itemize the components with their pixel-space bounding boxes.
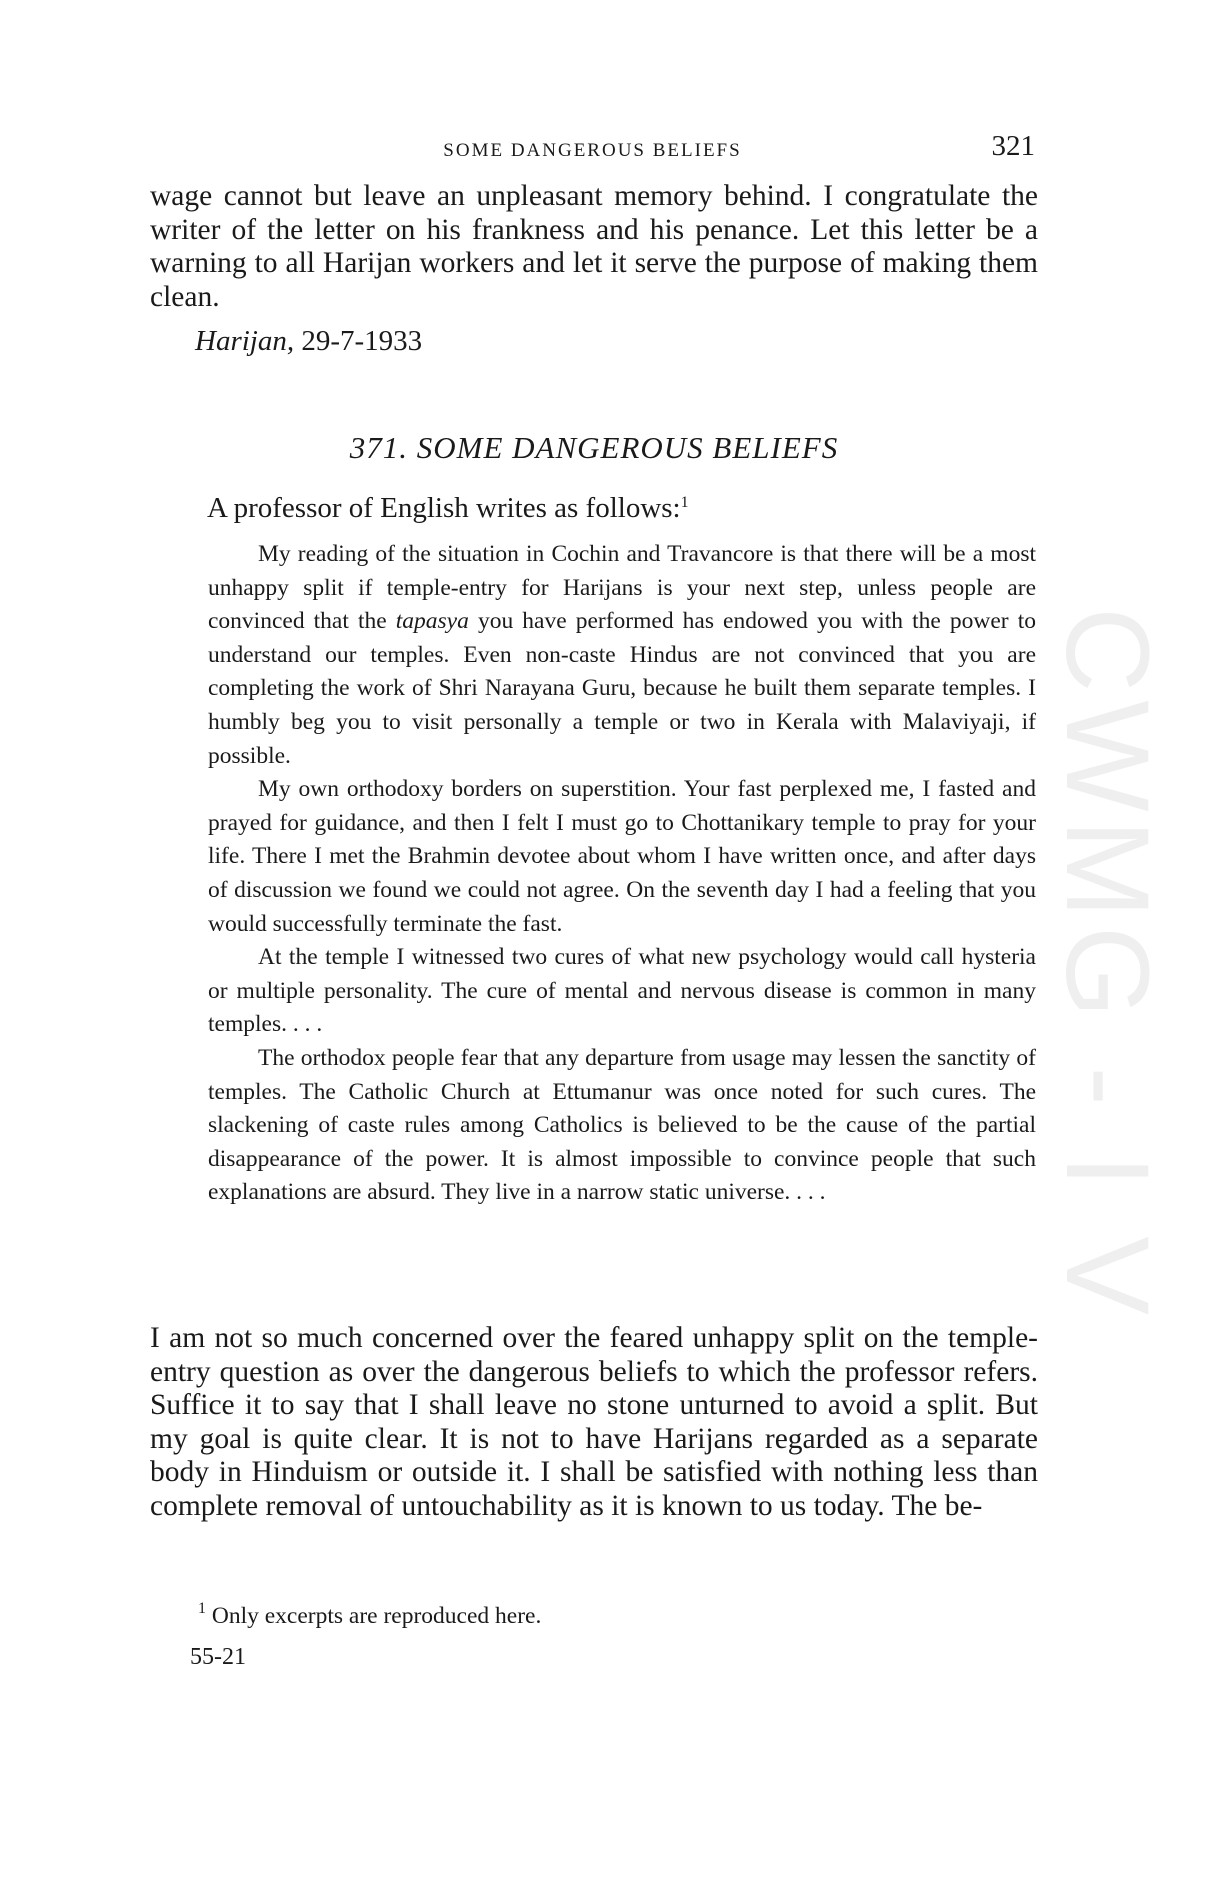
paragraph-text: wage cannot but leave an unpleasant memory behind. I congratulate the writer of the letter on his frankness and his penance. Let this letter be a warning to all Harijan workers and let it serve the purpose of making them clean.	[150, 180, 1038, 313]
quote-text: you have performed has endowed you with the power to understand our temples. Even non-caste Hindus are not convinced that you are completing the work of Shri Narayana Guru, because he built them separate temples. I humbly beg you to visit personally a temple or two in Kerala with Malaviyaji, if possible.	[208, 608, 1036, 769]
running-title: SOME DANGEROUS BELIEFS	[443, 140, 742, 161]
footnote-text: Only excerpts are reproduced here.	[211, 1603, 542, 1629]
italic-term: tapasya	[395, 608, 469, 635]
running-header	[150, 130, 1035, 168]
article-intro	[207, 492, 689, 525]
continuation-paragraph	[150, 180, 1038, 314]
signature-mark: 55-21	[190, 1644, 246, 1670]
quote-paragraph-3: At the temple I witnessed two cures of what new psychology would call hysteria or multiple personality. The cure of mental and nervous disease is common in many temples. . . .	[208, 944, 1036, 1038]
source-citation	[195, 325, 422, 358]
quote-paragraph-1	[208, 538, 1036, 773]
publication-name: Harijan,	[195, 325, 295, 357]
watermark	[1042, 530, 1172, 1400]
publication-date: 29-7-1933	[301, 325, 423, 357]
response-paragraph	[150, 1322, 1038, 1523]
block-quote	[208, 538, 1036, 1210]
quote-paragraph-4: The orthodox people fear that any departure from usage may lessen the sanctity of temples. The Catholic Church at Ettumanur was once noted for such cures. The slackening of caste rules among Catholics is believed to be the cause of the partial disappearance of the power. It is almost impossible to convince people that such explanations are absurd. They live in a narrow static universe. . . .	[208, 1044, 1036, 1206]
quote-paragraph-2: My own orthodoxy borders on superstition. Your fast perplexed me, I fasted and prayed for guidance, and then I felt I must go to Chottanikary temple to pray for your life. There I met the Brahmin devotee about whom I have written once, and after days of discussion we found we could not agree. On the seventh day I had a feeling that you would successfully terminate the fast.	[208, 776, 1036, 937]
footnote-ref: 1	[680, 494, 689, 511]
article-title: 371. SOME DANGEROUS BELIEFS	[349, 430, 839, 465]
quote-text: My reading of the situation in Cochin and Travancore is that there will be a most unhappy split if temple-entry for Harijans is your next step, unless people are convinced that the	[208, 541, 1036, 635]
footnote	[198, 1600, 541, 1630]
page-number: 321	[991, 130, 1035, 162]
watermark-text: CWMG - I V	[1041, 607, 1173, 1323]
paragraph-text: I am not so much concerned over the feared unhappy split on the temple-entry question as over the dangerous beliefs to which the professor refers. Suffice it to say that I shall leave no stone unturned to avoid a split. But my goal is quite clear. It is not to have Harijans regarded as a separate body in Hinduism or outside it. I shall be satisfied with nothing less than complete removal of untouchability as it is known to us today. The be-	[150, 1322, 1038, 1522]
intro-text: A professor of English writes as follows:	[207, 492, 681, 524]
footnote-mark: 1	[198, 1600, 206, 1617]
